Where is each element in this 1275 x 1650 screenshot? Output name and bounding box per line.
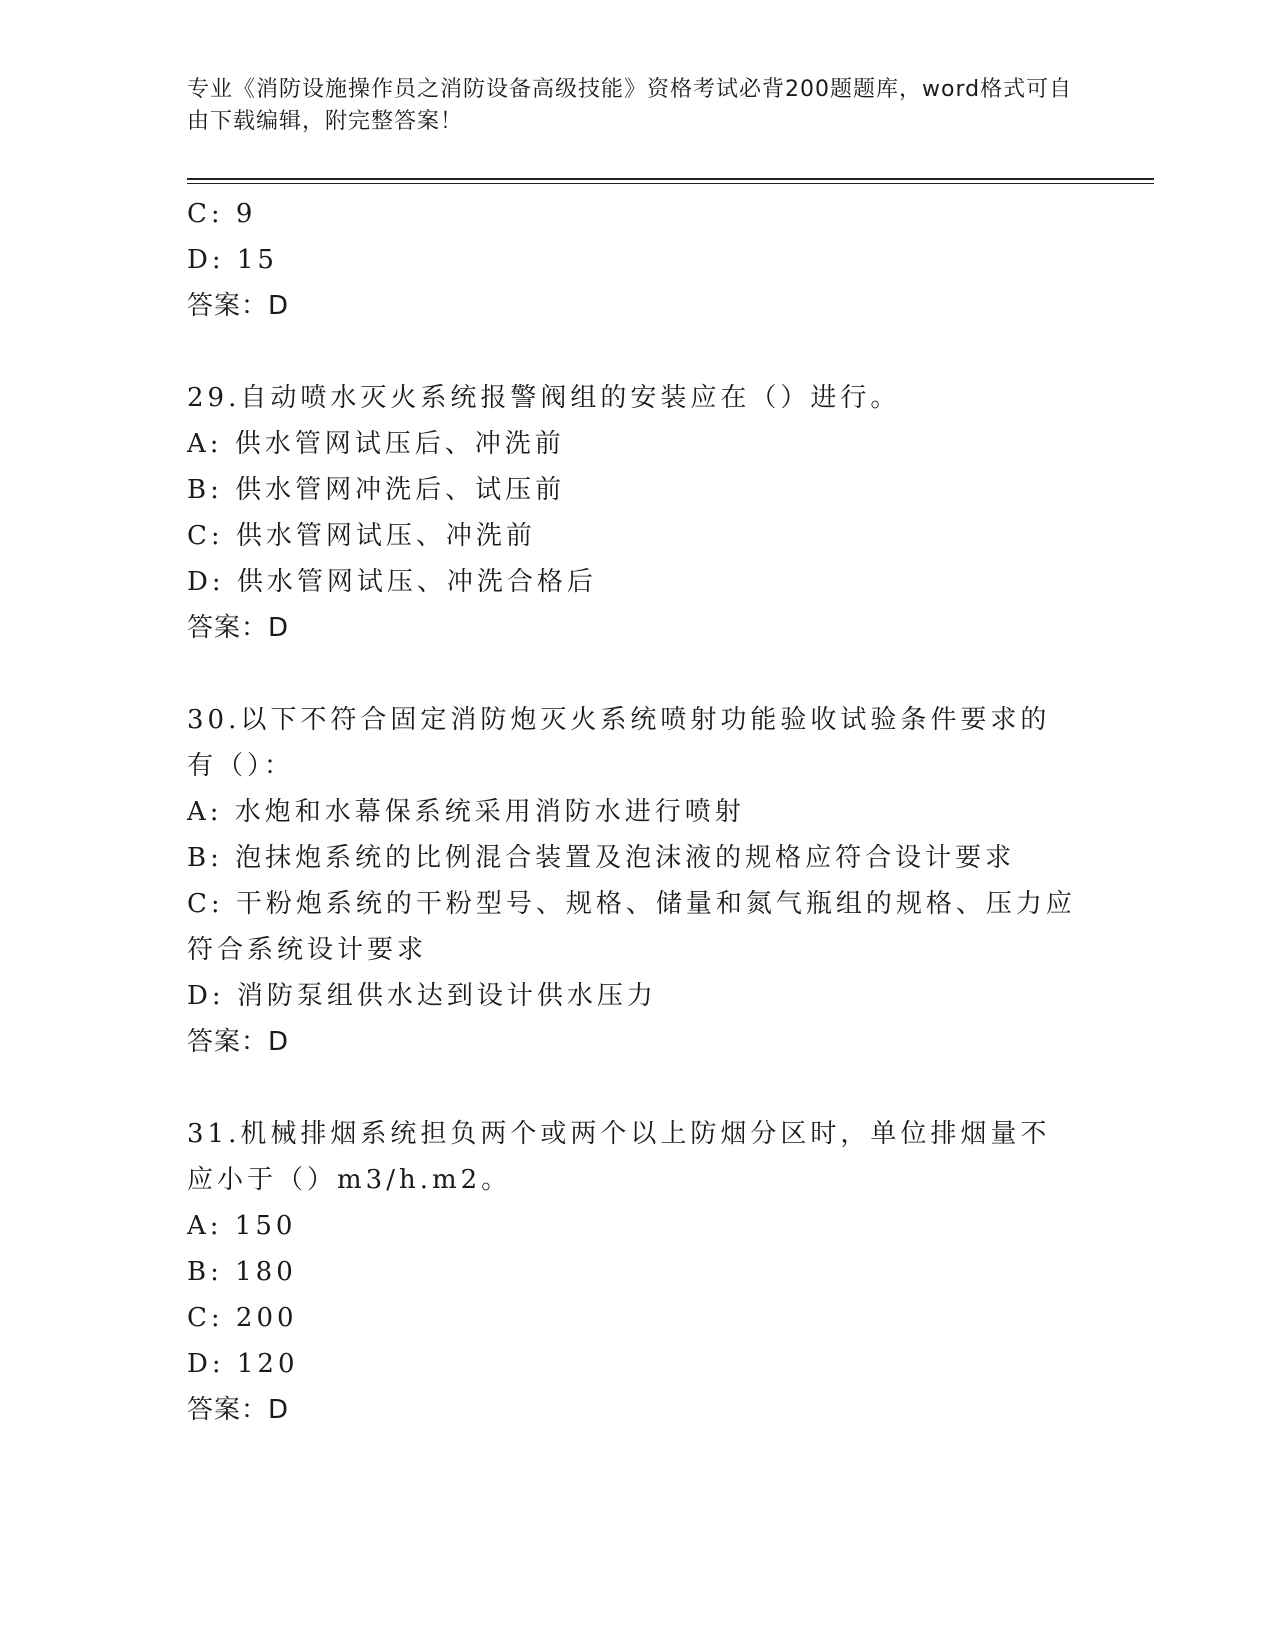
option-d: D: 120 <box>187 1349 299 1379</box>
option-c: C: 200 <box>187 1303 298 1333</box>
header-rule <box>187 178 1154 180</box>
header-rule-thin <box>187 183 1154 184</box>
option-c: C: 供水管网试压、冲洗前 <box>187 521 536 551</box>
option-a: A: 水炮和水幕保系统采用消防水进行喷射 <box>187 797 745 827</box>
option-b: B: 供水管网冲洗后、试压前 <box>187 475 566 505</box>
answer-line: 答案：D <box>187 1027 290 1057</box>
document-header: 专业《消防设施操作员之消防设备高级技能》资格考试必背200题题库，word格式可自由下载编辑，附完整答案！ <box>187 77 1073 134</box>
option-b: B: 180 <box>187 1257 297 1287</box>
option-d: D: 供水管网试压、冲洗合格后 <box>187 567 597 597</box>
option-a: A: 供水管网试压后、冲洗前 <box>187 429 565 459</box>
option-b: B: 泡抹炮系统的比例混合装置及泡沫液的规格应符合设计要求 <box>187 843 1016 873</box>
option-c: C: 9 <box>187 199 257 229</box>
option-d: D: 消防泵组供水达到设计供水压力 <box>187 981 657 1011</box>
question-31 <box>187 1111 1077 1433</box>
answer-line: 答案：D <box>187 291 290 321</box>
question-content <box>187 191 1077 1433</box>
previous-question-tail <box>187 191 1077 329</box>
answer-line: 答案：D <box>187 1395 290 1425</box>
question-stem: 29.自动喷水灭火系统报警阀组的安装应在（）进行。 <box>187 383 901 413</box>
question-29 <box>187 375 1077 651</box>
question-30 <box>187 697 1077 1065</box>
option-a: A: 150 <box>187 1211 297 1241</box>
option-d: D: 15 <box>187 245 278 275</box>
option-c: C: 干粉炮系统的干粉型号、规格、储量和氮气瓶组的规格、压力应符合系统设计要求 <box>187 889 1076 965</box>
question-stem: 31.机械排烟系统担负两个或两个以上防烟分区时，单位排烟量不应小于（）m3/h.m2。 <box>187 1119 1051 1195</box>
question-stem: 30.以下不符合固定消防炮灭火系统喷射功能验收试验条件要求的有（）： <box>187 705 1051 781</box>
answer-line: 答案：D <box>187 613 290 643</box>
